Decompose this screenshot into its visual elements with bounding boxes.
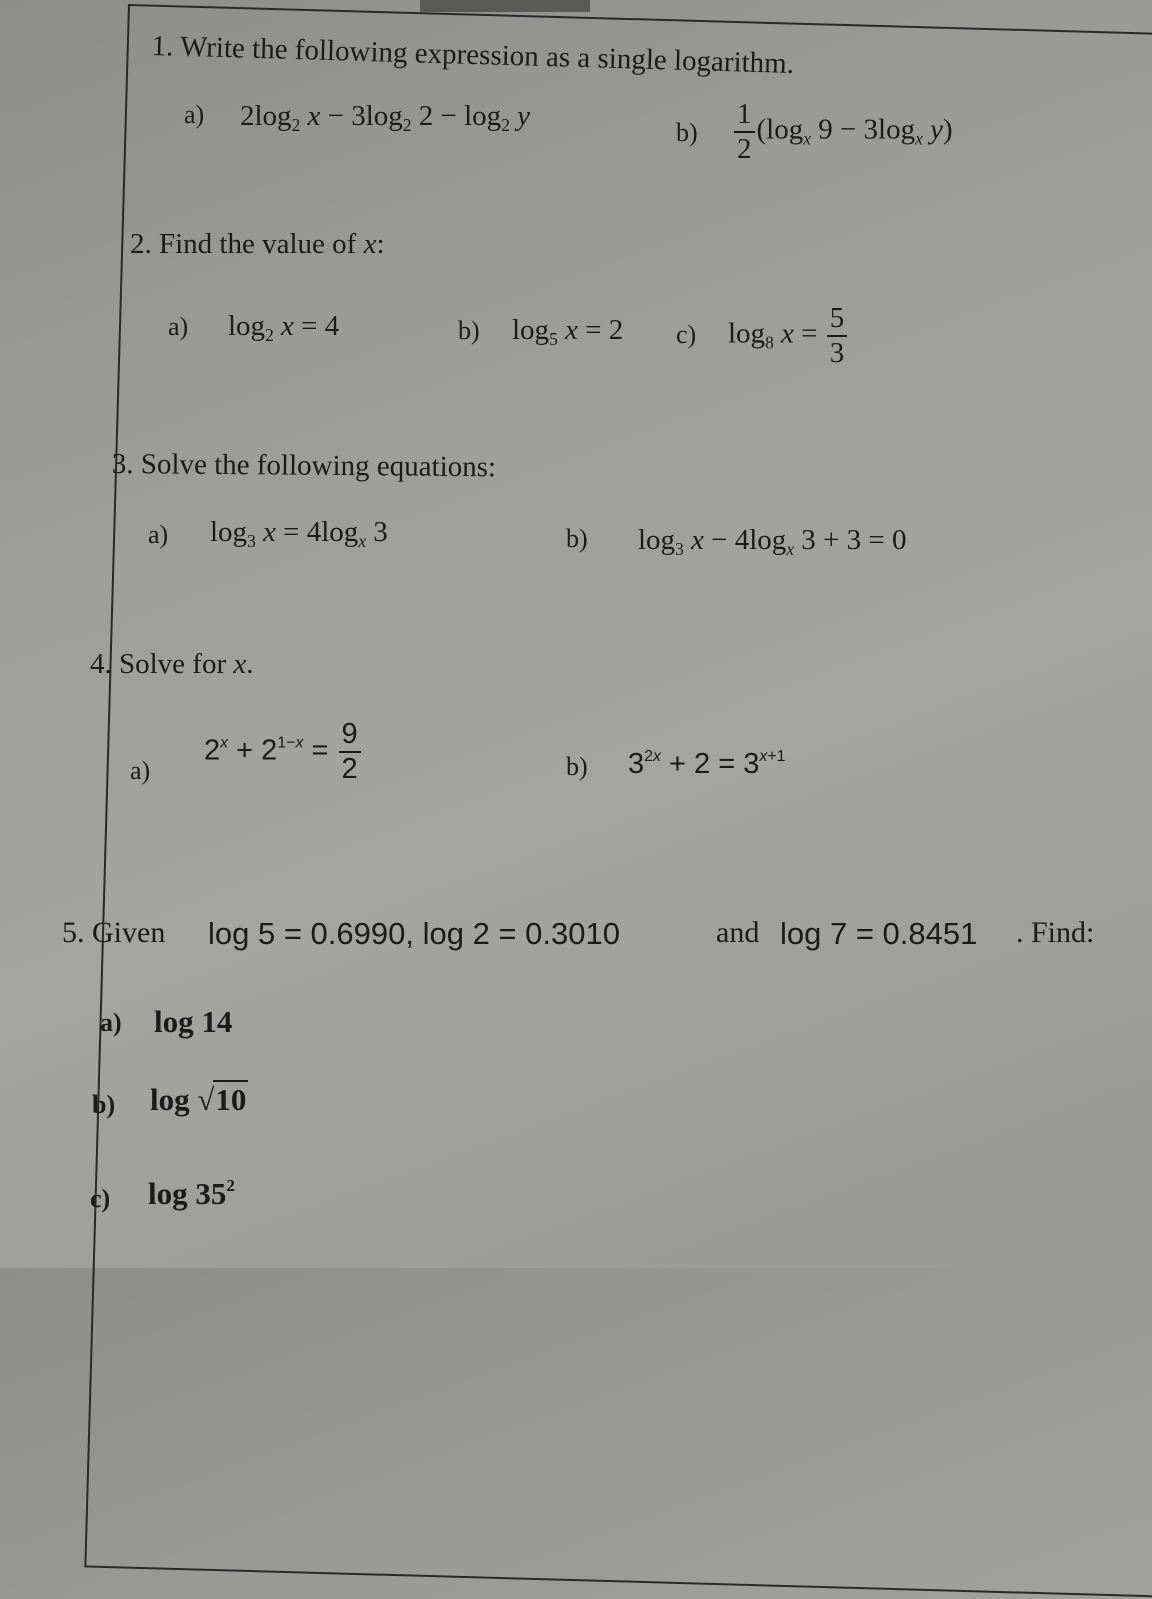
q1-b-label: b): [676, 118, 698, 147]
question-5-title: 5. Given: [62, 916, 166, 949]
question-1-title: 1. Write the following expression as a single logarithm.: [151, 30, 795, 80]
q2-a-label: a): [168, 312, 189, 341]
q5-a-expression: log 14: [154, 1004, 233, 1039]
q5-a-label: a): [100, 1008, 122, 1037]
q4-a-label: a): [130, 756, 151, 785]
q5-given-values: log 5 = 0.6990, log 2 = 0.3010: [208, 916, 620, 951]
q1-b-expression: $\frac{1}{2}$ ($\log_x$ $9 - 3\log_x$ y): [732, 98, 953, 166]
q5-b-expression: log √10: [150, 1082, 247, 1117]
q5-find: . Find:: [1016, 916, 1095, 949]
q4-a-fraction: $\frac{9}{2}$: [339, 718, 361, 786]
question-2-title: 2. Find the value of x:: [130, 228, 385, 260]
q4-b-label: b): [566, 752, 588, 781]
q2-c-expression: $\log_8 x$ = $\frac{5}{3}$: [728, 302, 849, 370]
q5-and: and: [716, 916, 760, 949]
q3-b-expression: $\log_3 x - 4\log_x$ 3 + 3 = 0: [638, 524, 907, 560]
q2-b-label: b): [458, 316, 480, 345]
q4-a-expression: $2^x + 2^{1-x}$ = $\frac{9}{2}$: [204, 718, 363, 786]
q2-b-expression: $\log_5 x = 2$: [512, 314, 624, 350]
q5-b-label: b): [92, 1090, 116, 1119]
q2-c-label: c): [676, 320, 697, 349]
page-top-edge: [420, 0, 590, 12]
q2-c-fraction: $\frac{5}{3}$: [827, 302, 848, 370]
q5-c-label: c): [90, 1184, 111, 1213]
q3-b-label: b): [566, 524, 588, 553]
question-4-title: 4. Solve for x.: [90, 648, 254, 680]
question-3-title: 3. Solve the following equations:: [111, 448, 497, 484]
q1-b-fraction: $\frac{1}{2}$: [734, 98, 755, 166]
q3-a-label: a): [148, 520, 169, 549]
q3-a-expression: $\log_3 x = 4\log_x$ 3: [210, 516, 388, 552]
sqrt-radicand: 10: [215, 1082, 247, 1117]
q1-a-label: a): [184, 100, 205, 129]
q2-a-expression: $\log_2 x = 4$: [228, 310, 340, 346]
q1-a-expression: $2\log_2$ $x - 3\log_2$ $2 - \log_2 y$: [240, 100, 531, 136]
q4-b-expression: $3^{2x} + 2 = 3^{x+1}$: [628, 748, 786, 780]
q5-given-value-2: log 7 = 0.8451: [780, 916, 978, 951]
q5-c-expression: $\log 35^2$: [148, 1176, 235, 1211]
